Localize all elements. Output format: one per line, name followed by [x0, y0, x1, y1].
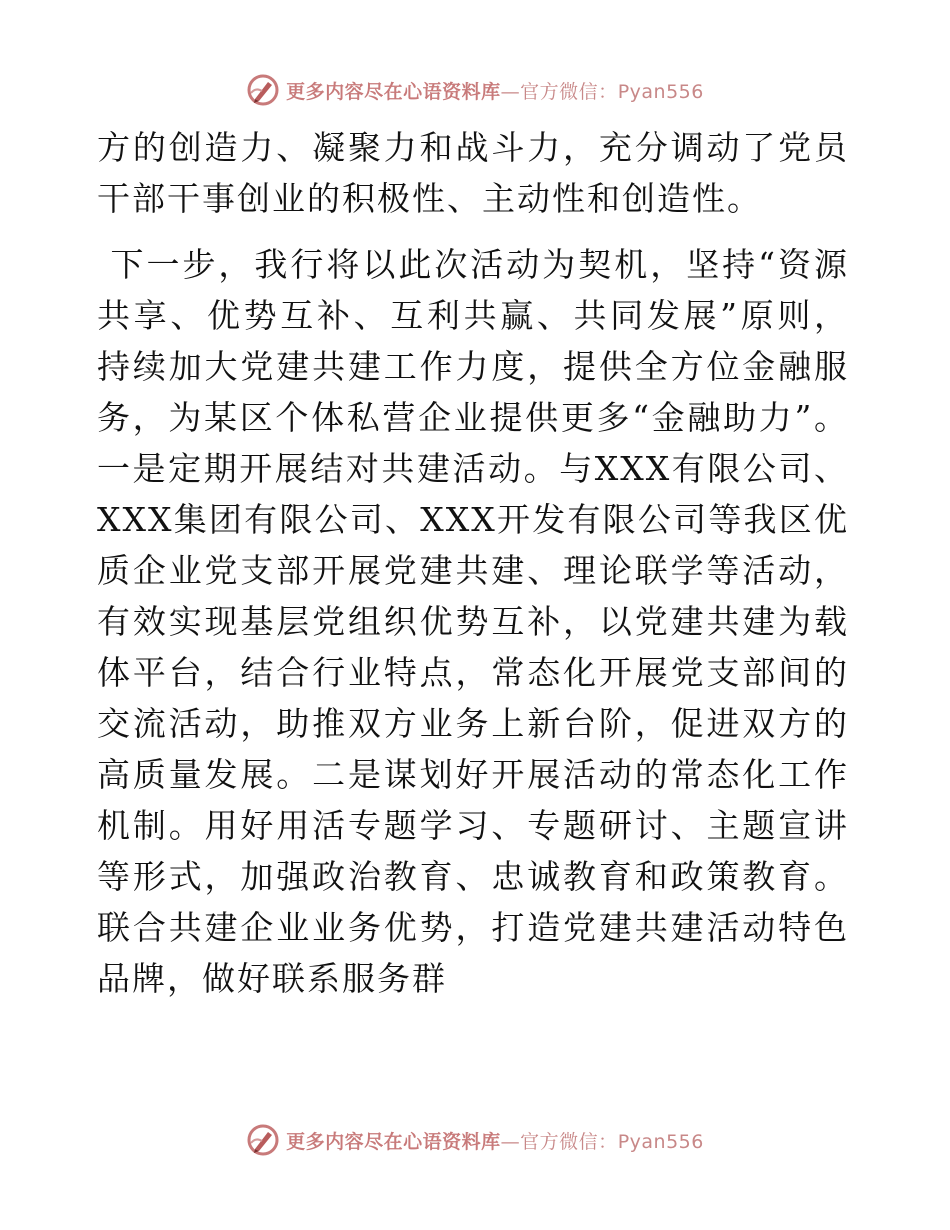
header-watermark [0, 70, 950, 110]
footer-watermark [0, 1120, 950, 1160]
paragraph: 方的创造力、凝聚力和战斗力，充分调动了党员干部干事创业的积极性、主动性和创造性。 [97, 128, 849, 218]
watermark-text: 更多内容尽在心语资料库—官方微信：Pyan556 [286, 1130, 704, 1153]
watermark-text: 更多内容尽在心语资料库—官方微信：Pyan556 [286, 80, 704, 103]
pen-logo-icon [246, 1123, 280, 1157]
pen-logo-icon [246, 73, 280, 107]
paragraph: 下一步，我行将以此次活动为契机，坚持“资源共享、优势互补、互利共赢、共同发展”原则，持续加大党建共建工作力度，提供全方位金融服务，为某区个体私营企业提供更多“金融助力”。一是定期开展结对共建活动。与XXX有限公司、XXX集团有限公司、XXX开发有限公司等我区优质企业党支部开展党建共建、理论联学等活动，有效实现基层党组织优势互补，以党建共建为载体平台，结合行业特点，常态化开展党支部间的交流活动，助推双方业务上新台阶，促进双方的高质量发展。二是谋划好开展活动的常态化工作机制。用好用活专题学习、专题研讨、主题宣讲等形式，加强政治教育、忠诚教育和政策教育。联合共建企业业务优势，打造党建共建活动特色品牌，做好联系服务群 [97, 245, 849, 998]
document-body [97, 122, 849, 1004]
